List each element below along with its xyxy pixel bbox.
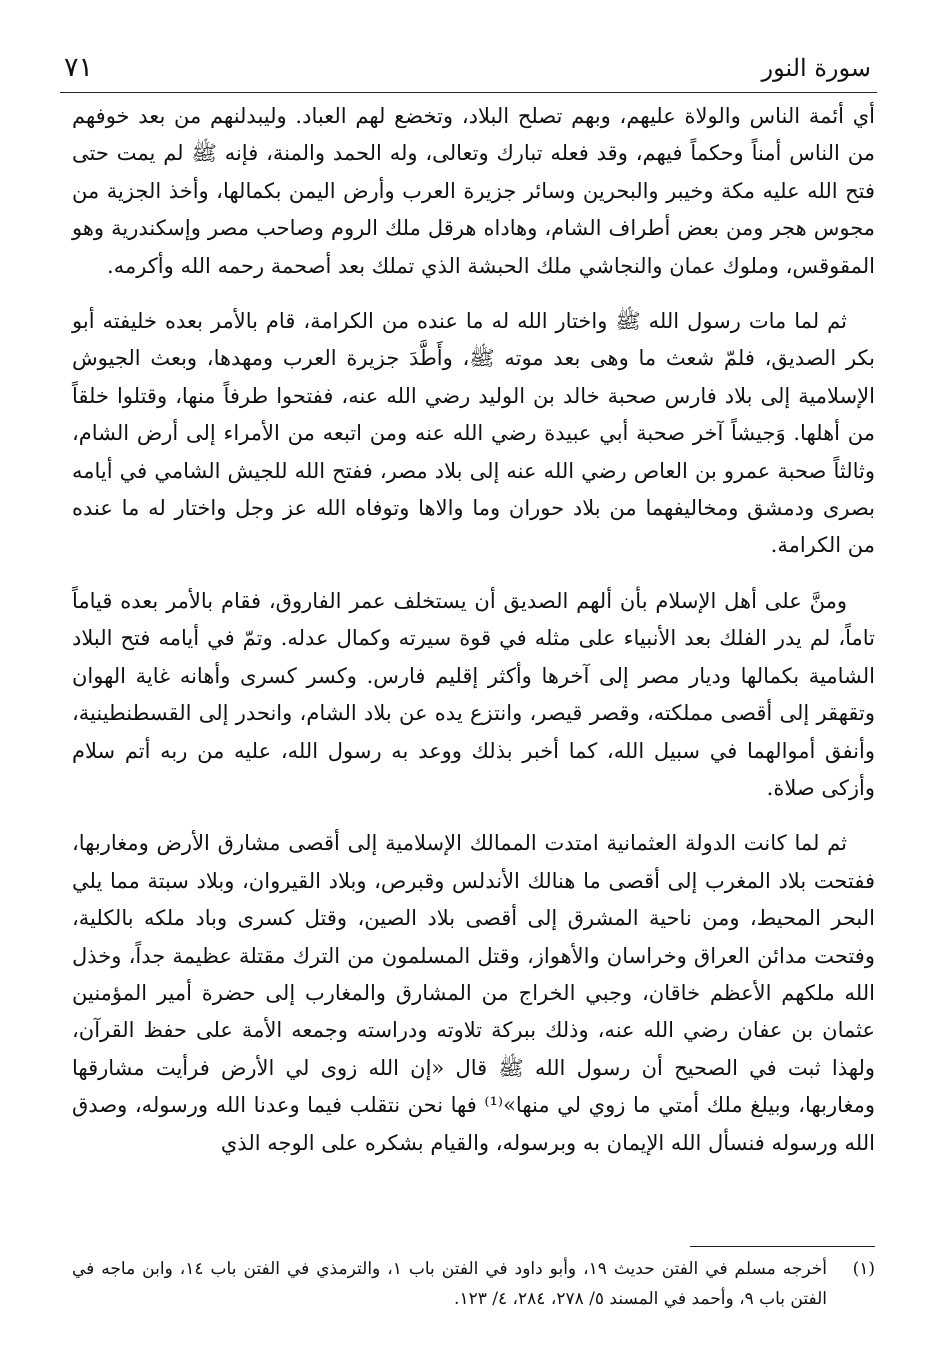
running-header — [60, 52, 877, 92]
paragraph: ثم لما مات رسول الله ﷺ واختار الله له ما عنده من الكرامة، قام بالأمر بعده خليفته أبو بكر الصديق، فلمّ شعث ما وهى بعد موته ﷺ، وأَطَّدَ جزيرة العرب ومهدها، وبعث الجيوش الإسلامية إلى بلاد فارس صحبة خالد بن الوليد رضي الله عنه، ففتحوا طرفاً منها، وقتلوا خلقاً من أهلها. وَجيشاً آخر صحبة أبي عبيدة رضي الله عنه ومن اتبعه من الأمراء إلى أرض الشام، وثالثاً صحبة عمرو بن العاص رضي الله عنه إلى بلاد مصر، ففتح الله للجيش الشامي في أيامه بصرى ودمشق ومخاليفهما من بلاد حوران وما والاها وتوفاه الله عز وجل واختار له ما عنده من الكرامة. — [72, 309, 875, 558]
surah-title: سورة النور — [761, 54, 871, 82]
footnotes — [72, 1254, 875, 1314]
header-divider — [60, 92, 877, 93]
main-text — [72, 98, 875, 1180]
paragraph: ومنَّ على أهل الإسلام بأن ألهم الصديق أن يستخلف عمر الفاروق، فقام بالأمر بعده قياماً تاماً، لم يدر الفلك بعد الأنبياء على مثله في قوة سيرته وكمال عدله. وتمّ في أيامه فتح البلاد الشامية بكمالها وديار مصر إلى آخرها وأكثر إقليم فارس. وكسر كسرى وأهانه غاية الهوان وتقهقر إلى أقصى مملكته، وقصر قيصر، وانتزع يده عن بلاد الشام، وانحدر إلى القسطنطينية، وأنفق أموالهما في سبيل الله، كما أخبر بذلك ووعد به رسول الله، عليه من ربه أتم سلام وأزكى صلاة. — [72, 588, 875, 800]
footnote — [72, 1254, 875, 1314]
paragraph: أي أئمة الناس والولاة عليهم، وبهم تصلح البلاد، وتخضع لهم العباد. وليبدلنهم من بعد خوفهم من الناس أمناً وحكماً فيهم، وقد فعله تبارك وتعالى، وله الحمد والمنة، فإنه ﷺ لم يمت حتى فتح الله عليه مكة وخيبر والبحرين وسائر جزيرة العرب وأرض اليمن بكمالها، وأخذ الجزية من مجوس هجر ومن بعض أطراف الشام، وهاداه هرقل ملك الروم وصاحب مصر وإسكندرية وهو المقوقس، وملوك عمان والنجاشي ملك الحبشة الذي تملك بعد أصحمة رحمه الله وأكرمه. — [72, 104, 875, 278]
footnote-divider — [690, 1246, 875, 1247]
footnote-text: أخرجه مسلم في الفتن حديث ١٩، وأبو داود في الفتن باب ١، والترمذي في الفتن باب ١٤، وابن ماجه في الفتن باب ٩، وأحمد في المسند ٥/ ٢٧٨، ٢٨٤، ٤/ ١٢٣. — [72, 1259, 827, 1309]
page-number: ٧١ — [64, 52, 94, 83]
paragraph: ثم لما كانت الدولة العثمانية امتدت الممالك الإسلامية إلى أقصى مشارق الأرض ومغاربها، ففتحت بلاد المغرب إلى أقصى ما هنالك الأندلس وقبرص، وبلاد القيروان، وبلاد سبتة مما يلي البحر المحيط، ومن ناحية المشرق إلى أقصى بلاد الصين، وقتل كسرى وباد ملكه بالكلية، وفتحت مدائن العراق وخراسان والأهواز، وقتل المسلمون من الترك مقتلة عظيمة جداً، وخذل الله ملكهم الأعظم خاقان، وجبي الخراج من المشارق والمغارب إلى حضرة أمير المؤمنين عثمان بن عفان رضي الله عنه، وذلك ببركة تلاوته ودراسته وجمعه الأمة على حفظ القرآن، ولهذا ثبت في الصحيح أن رسول الله ﷺ قال «إن الله زوى لي الأرض فرأيت مشارقها ومغاربها، وبيلغ ملك أمتي ما زوي لي منها»⁽¹⁾ فها نحن نتقلب فيما وعدنا الله ورسوله، وصدق الله ورسوله فنسأل الله الإيمان به وبرسوله، والقيام بشكره على الوجه الذي — [72, 831, 876, 1155]
footnote-marker: (١) — [852, 1259, 875, 1279]
